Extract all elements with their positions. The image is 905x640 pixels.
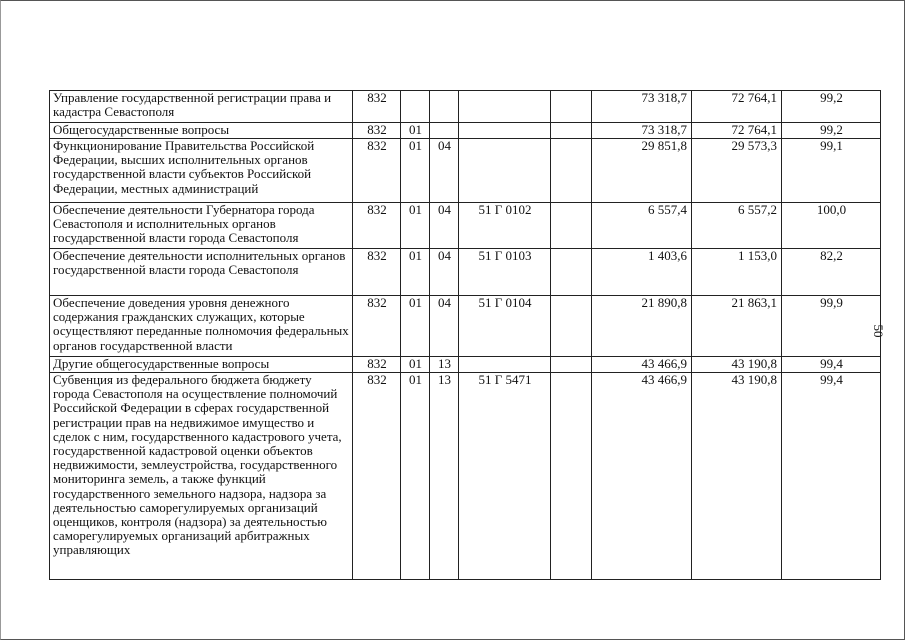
cell-expense-type (551, 357, 592, 373)
table-row (50, 249, 881, 296)
table-row (50, 203, 881, 249)
cell-name: Управление государственной регистрации права и кадастра Севастополя (50, 91, 353, 123)
cell-target-article (459, 357, 551, 373)
budget-execution-table (49, 90, 881, 580)
cell-department-code: 832 (353, 249, 401, 296)
cell-actual-amount: 72 764,1 (692, 91, 782, 123)
cell-name: Обеспечение доведения уровня денежного содержания гражданских служащих, которые осуществляют переданные полномочия федеральных органов государственной власти (50, 296, 353, 357)
cell-subsection (430, 91, 459, 123)
table-body (50, 91, 881, 580)
cell-expense-type (551, 123, 592, 139)
cell-target-article: 51 Г 0102 (459, 203, 551, 249)
cell-execution-percent: 99,2 (782, 91, 881, 123)
table-row (50, 373, 881, 580)
cell-subsection: 13 (430, 373, 459, 580)
cell-department-code: 832 (353, 123, 401, 139)
cell-subsection: 04 (430, 296, 459, 357)
cell-section: 01 (401, 357, 430, 373)
cell-subsection (430, 123, 459, 139)
page-number: 50 (871, 324, 886, 338)
cell-expense-type (551, 296, 592, 357)
cell-planned-amount: 73 318,7 (592, 91, 692, 123)
cell-subsection: 13 (430, 357, 459, 373)
cell-execution-percent: 100,0 (782, 203, 881, 249)
cell-planned-amount: 43 466,9 (592, 373, 692, 580)
cell-subsection: 04 (430, 249, 459, 296)
cell-expense-type (551, 91, 592, 123)
cell-subsection: 04 (430, 203, 459, 249)
table-row (50, 296, 881, 357)
cell-actual-amount: 72 764,1 (692, 123, 782, 139)
cell-target-article: 51 Г 0104 (459, 296, 551, 357)
cell-name: Обеспечение деятельности Губернатора города Севастополя и исполнительных органов государственной власти города Севастополя (50, 203, 353, 249)
cell-actual-amount: 21 863,1 (692, 296, 782, 357)
cell-planned-amount: 29 851,8 (592, 139, 692, 203)
cell-target-article: 51 Г 5471 (459, 373, 551, 580)
cell-execution-percent: 99,1 (782, 139, 881, 203)
cell-department-code: 832 (353, 357, 401, 373)
cell-expense-type (551, 139, 592, 203)
cell-name: Функционирование Правительства Российской Федерации, высших исполнительных органов государственной власти субъектов Российской Федерации, местных администраций (50, 139, 353, 203)
table-row (50, 123, 881, 139)
cell-name: Субвенция из федерального бюджета бюджету города Севастополя на осуществление полномочий Российской Федерации в сферах государственной регистрации прав на недвижимое имущество и сделок с ним, государственного кадастрового учета, государственной кадастровой оценки объектов недвижимости, землеустройства, государственного мониторинга земель, а также функций государственного земельного надзора, надзора за деятельностью саморегулируемых организаций оценщиков, контроля (надзора) за деятельностью саморегулируемых организаций арбитражных управляющих (50, 373, 353, 580)
table-row (50, 357, 881, 373)
cell-planned-amount: 21 890,8 (592, 296, 692, 357)
cell-name: Общегосударственные вопросы (50, 123, 353, 139)
cell-section: 01 (401, 203, 430, 249)
cell-actual-amount: 43 190,8 (692, 357, 782, 373)
cell-expense-type (551, 373, 592, 580)
cell-department-code: 832 (353, 139, 401, 203)
table-row (50, 139, 881, 203)
cell-department-code: 832 (353, 373, 401, 580)
cell-planned-amount: 43 466,9 (592, 357, 692, 373)
cell-actual-amount: 1 153,0 (692, 249, 782, 296)
cell-target-article (459, 139, 551, 203)
cell-target-article: 51 Г 0103 (459, 249, 551, 296)
cell-name: Другие общегосударственные вопросы (50, 357, 353, 373)
cell-target-article (459, 123, 551, 139)
cell-department-code: 832 (353, 91, 401, 123)
cell-execution-percent: 99,2 (782, 123, 881, 139)
cell-execution-percent: 82,2 (782, 249, 881, 296)
cell-target-article (459, 91, 551, 123)
cell-execution-percent: 99,9 (782, 296, 881, 357)
cell-department-code: 832 (353, 203, 401, 249)
cell-name: Обеспечение деятельности исполнительных органов государственной власти города Севастополя (50, 249, 353, 296)
cell-section: 01 (401, 373, 430, 580)
cell-actual-amount: 43 190,8 (692, 373, 782, 580)
cell-subsection: 04 (430, 139, 459, 203)
cell-planned-amount: 6 557,4 (592, 203, 692, 249)
cell-planned-amount: 73 318,7 (592, 123, 692, 139)
cell-section (401, 91, 430, 123)
cell-planned-amount: 1 403,6 (592, 249, 692, 296)
cell-section: 01 (401, 249, 430, 296)
cell-actual-amount: 29 573,3 (692, 139, 782, 203)
cell-execution-percent: 99,4 (782, 357, 881, 373)
cell-expense-type (551, 203, 592, 249)
cell-section: 01 (401, 123, 430, 139)
table-row (50, 91, 881, 123)
cell-expense-type (551, 249, 592, 296)
cell-department-code: 832 (353, 296, 401, 357)
cell-section: 01 (401, 139, 430, 203)
cell-actual-amount: 6 557,2 (692, 203, 782, 249)
cell-execution-percent: 99,4 (782, 373, 881, 580)
cell-section: 01 (401, 296, 430, 357)
